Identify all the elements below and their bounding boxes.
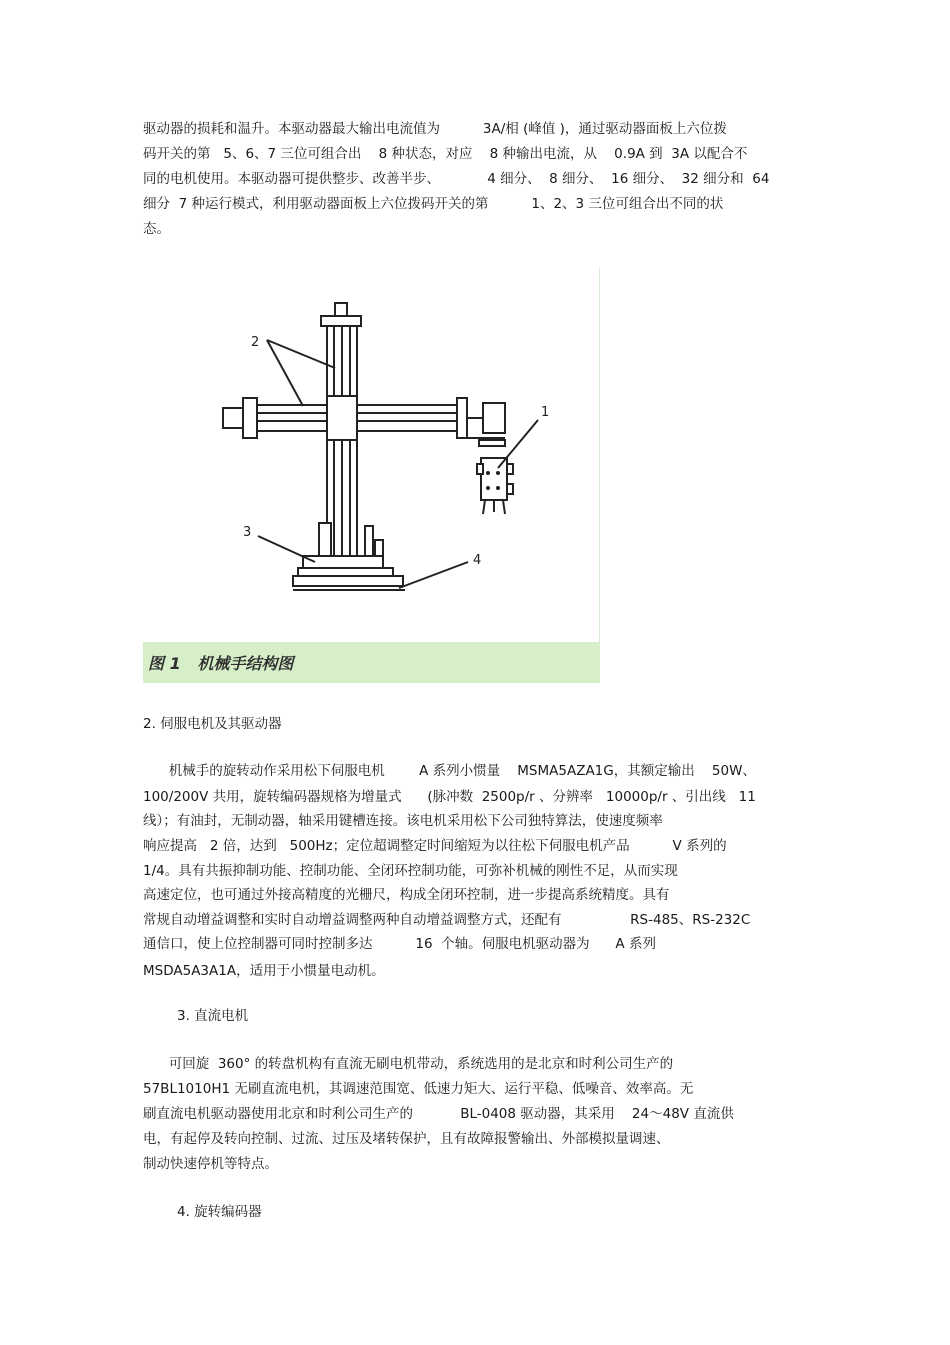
section-heading: 3. 直流电机 bbox=[177, 1008, 249, 1024]
robot-arm-figure bbox=[143, 268, 600, 683]
paragraph-line: 响应提高 2 倍，达到 500Hz；定位超调整定时间缩短为以往松下伺服电机产品 V 系列的 bbox=[143, 838, 727, 854]
paragraph-line: 线）；有油封，无制动器，轴采用键槽连接。该电机采用松下公司独特算法，使速度频率 bbox=[143, 813, 663, 829]
paragraph-line: 电，有起停及转向控制、过流、过压及堵转保护，且有故障报警输出、外部模拟量调速、 bbox=[143, 1131, 670, 1147]
paragraph-line: 同的电机使用。本驱动器可提供整步、改善半步、 4 细分、 8 细分、 16 细分、 32 细分和 64 bbox=[143, 171, 770, 187]
figure-caption-band bbox=[143, 642, 600, 683]
figure-label-3: 3 bbox=[243, 525, 252, 540]
figure-label-4: 4 bbox=[473, 553, 482, 568]
paragraph-line: 1/4。具有共振抑制功能、控制功能、全闭环控制功能，可弥补机械的刚性不足，从而实现 bbox=[143, 863, 678, 879]
paragraph-line: 通信口，使上位控制器可同时控制多达 16 个轴。伺服电机驱动器为 A 系列 bbox=[143, 936, 656, 952]
paragraph-line: 刷直流电机驱动器使用北京和时利公司生产的 BL-0408 驱动器，其采用 24～48V 直流供 bbox=[143, 1106, 734, 1122]
paragraph-line: 100/200V 共用，旋转编码器规格为增量式 (脉冲数 2500p/r 、分辨率 10000p/r 、引出线 11 bbox=[143, 789, 756, 805]
robot-arm-diagram bbox=[143, 268, 600, 642]
section-heading: 2. 伺服电机及其驱动器 bbox=[143, 716, 282, 732]
paragraph-line: 态。 bbox=[143, 221, 170, 237]
paragraph-line: 常规自动增益调整和实时自动增益调整两种自动增益调整方式，还配有 RS-485、RS-232C bbox=[143, 912, 751, 928]
paragraph-line: 可回旋 360° 的转盘机构有直流无刷电机带动，系统选用的是北京和时利公司生产的 bbox=[143, 1056, 674, 1072]
paragraph-line: 57BL1010H1 无刷直流电机，其调速范围宽、低速力矩大、运行平稳、低噪音、效率高。无 bbox=[143, 1081, 694, 1097]
figure-label-1: 1 bbox=[541, 405, 550, 420]
section-heading: 4. 旋转编码器 bbox=[177, 1204, 262, 1220]
paragraph-line: 码开关的第 5、6、7 三位可组合出 8 种状态，对应 8 种输出电流，从 0.9A 到 3A 以配合不 bbox=[143, 146, 748, 162]
paragraph-line: MSDA5A3A1A，适用于小惯量电动机。 bbox=[143, 963, 385, 979]
paragraph-line: 高速定位，也可通过外接高精度的光栅尺，构成全闭环控制，进一步提高系统精度。具有 bbox=[143, 887, 670, 903]
paragraph-line: 驱动器的损耗和温升。本驱动器最大输出电流值为 3A/相 (峰值 )，通过驱动器面板上六位拨 bbox=[143, 121, 727, 137]
figure-caption: 图 1 机械手结构图 bbox=[148, 654, 294, 673]
paragraph-line: 制动快速停机等特点。 bbox=[143, 1156, 278, 1172]
paragraph-line: 机械手的旋转动作采用松下伺服电机 A 系列小惯量 MSMA5AZA1G，其额定输出 50W、 bbox=[143, 763, 756, 779]
paragraph-line: 细分 7 种运行模式，利用驱动器面板上六位拨码开关的第 1、2、3 三位可组合出不同的状 bbox=[143, 196, 724, 212]
figure-label-2: 2 bbox=[251, 335, 260, 350]
